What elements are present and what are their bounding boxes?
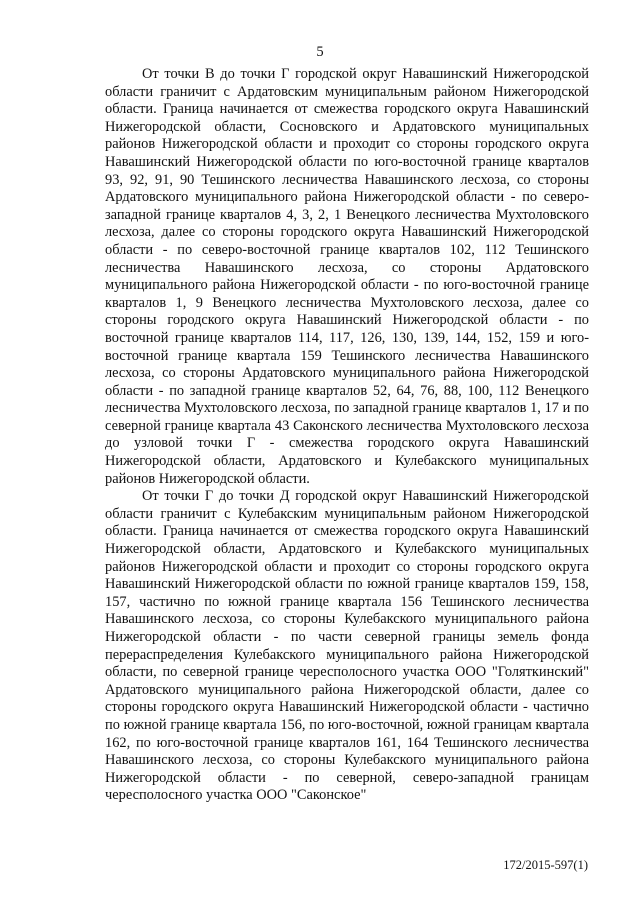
paragraph-point-v-to-g: От точки В до точки Г городской округ Навашинский Нижегородской области граничит с Ардатовским муниципальным районом Нижегородской области. Граница начинается от смежества городского округа Навашинский Нижегородской области, Сосновского и Ардатовского муниципальных районов Нижегородской области и проходит со стороны городского округа Навашинский Нижегородской области по юго-восточной границе кварталов 93, 92, 91, 90 Тешинского лесничества Навашинского лесхоза, со стороны Ардатовского муниципального района Нижегородской области - по северо-западной границе кварталов 4, 3, 2, 1 Венецкого лесничества Мухтоловского лесхоза, далее со стороны городского округа Навашинский Нижегородской области - по северо-восточной границе кварталов 102, 112 Тешинского лесничества Навашинского лесхоза, со стороны Ардатовского муниципального района Нижегородской области - по юго-восточной границе кварталов 1, 9 Венецкого лесничества Мухтоловского лесхоза, далее со стороны городского округа Навашинский Нижегородской области - по восточной границе кварталов 114, 117, 126, 130, 139, 144, 152, 159 и юго-восточной границе квартала 159 Тешинского лесничества Навашинского лесхоза, со стороны Ардатовского муниципального района Нижегородской области - по западной границе кварталов 52, 64, 76, 88, 100, 112 Венецкого лесничества Мухтоловского лесхоза, по западной границе кварталов 1, 17 и по северной границе квартала 43 Саконского лесничества Мухтоловского лесхоза до узловой точки Г - смежества городского округа Навашинский Нижегородской области, Ардатовского и Кулебакского муниципальных районов Нижегородской области. xyxy=(105,66,589,487)
paragraph-point-g-to-d: От точки Г до точки Д городской округ Навашинский Нижегородской области граничит с Кулебакским муниципальным районом Нижегородской области. Граница начинается от смежества городского округа Навашинский Нижегородской области, Ардатовского и Кулебакского муниципальных районов Нижегородской области и проходит со стороны городского округа Навашинский Нижегородской области по южной границе кварталов 159, 158, 157, частично по южной границе квартала 156 Тешинского лесничества Навашинского лесхоза, со стороны Кулебакского муниципального района Нижегородской области - по части северной границы земель фонда перераспределения Кулебакского муниципального района Нижегородской области, по северной границе чересполосного участка ООО "Голяткинский" Ардатовского муниципального района Нижегородской области, далее со стороны городского округа Навашинский Нижегородской области - частично по южной границе квартала 156, по юго-восточной, южной границам квартала 162, по юго-восточной границе кварталов 161, 164 Тешинского лесничества Навашинского лесхоза, со стороны Кулебакского муниципального района Нижегородской области - по северной, северо-западной границам чересполосного участка ООО "Саконское" xyxy=(105,488,589,804)
document-body xyxy=(105,66,589,805)
document-code: 172/2015-597(1) xyxy=(503,858,588,872)
page-number: 5 xyxy=(316,44,324,60)
